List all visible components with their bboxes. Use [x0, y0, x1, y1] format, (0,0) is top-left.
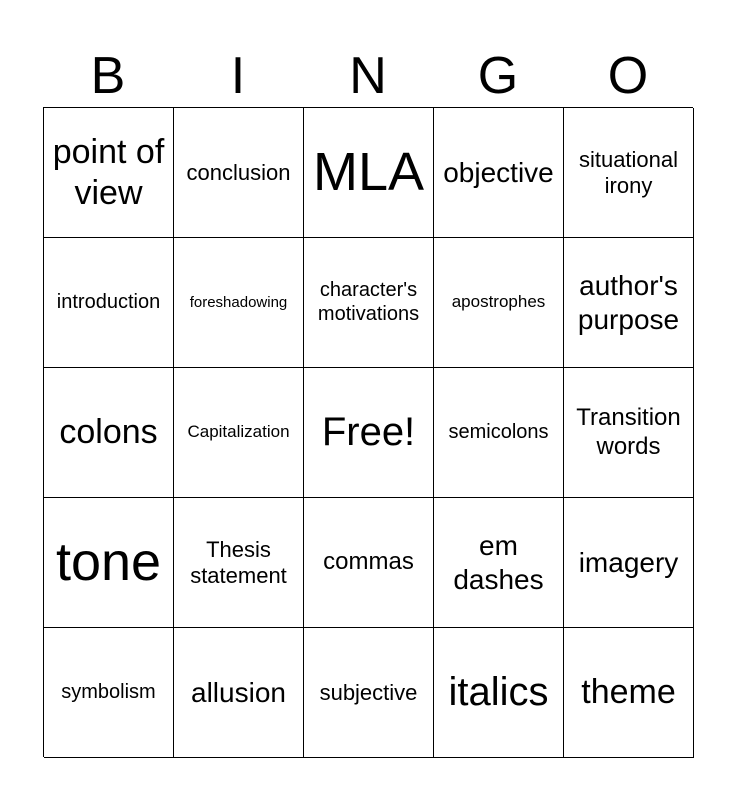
bingo-cell-r4-c3[interactable]	[304, 498, 434, 628]
cell-text: imagery	[578, 546, 679, 578]
bingo-cell-r1-c3[interactable]	[304, 108, 434, 238]
bingo-cell-r2-c5[interactable]	[564, 238, 694, 368]
cell-text: allusion	[191, 676, 286, 708]
header-letter-b: B	[90, 47, 126, 105]
bingo-cell-r3-c1[interactable]	[44, 368, 174, 498]
cell-text: character's motivations	[317, 278, 420, 325]
cell-text: point of view	[52, 133, 165, 212]
bingo-cell-r2-c1[interactable]	[44, 238, 174, 368]
bingo-cell-r4-c2[interactable]	[174, 498, 304, 628]
bingo-cell-r5-c3[interactable]	[304, 628, 434, 758]
cell-text: conclusion	[186, 159, 291, 185]
bingo-cell-r2-c4[interactable]	[434, 238, 564, 368]
bingo-cell-r4-c4[interactable]	[434, 498, 564, 628]
cell-text: apostrophes	[451, 292, 546, 312]
bingo-cell-r3-c2[interactable]	[174, 368, 304, 498]
cell-text: tone	[55, 531, 162, 592]
cell-text: author's purpose	[577, 270, 680, 335]
bingo-cell-free-space[interactable]	[304, 368, 434, 498]
cell-text: colons	[59, 413, 158, 452]
bingo-header	[43, 44, 693, 108]
cell-text: introduction	[56, 290, 161, 313]
cell-text: theme	[581, 673, 676, 712]
bingo-cell-r4-c1[interactable]	[44, 498, 174, 628]
bingo-cell-r5-c5[interactable]	[564, 628, 694, 758]
bingo-cell-r5-c2[interactable]	[174, 628, 304, 758]
bingo-card-grid	[43, 107, 693, 757]
cell-text: commas	[323, 548, 414, 576]
header-letter-g: G	[477, 47, 519, 105]
cell-text: italics	[448, 669, 549, 714]
cell-text: Capitalization	[187, 422, 290, 442]
bingo-cell-r5-c4[interactable]	[434, 628, 564, 758]
cell-text: symbolism	[61, 680, 156, 703]
bingo-cell-r1-c2[interactable]	[174, 108, 304, 238]
bingo-cell-r3-c5[interactable]	[564, 368, 694, 498]
cell-text: objective	[443, 156, 554, 188]
bingo-cell-r2-c3[interactable]	[304, 238, 434, 368]
free-space-text: Free!	[321, 409, 416, 454]
bingo-cell-r1-c4[interactable]	[434, 108, 564, 238]
cell-text: MLA	[312, 141, 425, 202]
cell-text: Thesis statement	[190, 536, 287, 588]
header-letter-i: I	[230, 47, 246, 105]
bingo-cell-r4-c5[interactable]	[564, 498, 694, 628]
cell-text: Transition words	[576, 404, 681, 460]
cell-text: foreshadowing	[189, 293, 288, 311]
cell-text: em dashes	[453, 530, 544, 595]
cell-text: situational irony	[578, 146, 679, 198]
header-letter-n: N	[349, 47, 387, 105]
bingo-cell-r2-c2[interactable]	[174, 238, 304, 368]
bingo-cell-r3-c4[interactable]	[434, 368, 564, 498]
header-letter-o: O	[607, 47, 649, 105]
cell-text: subjective	[319, 679, 418, 705]
cell-text: semicolons	[448, 420, 549, 443]
bingo-cell-r5-c1[interactable]	[44, 628, 174, 758]
bingo-cell-r1-c1[interactable]	[44, 108, 174, 238]
bingo-cell-r1-c5[interactable]	[564, 108, 694, 238]
